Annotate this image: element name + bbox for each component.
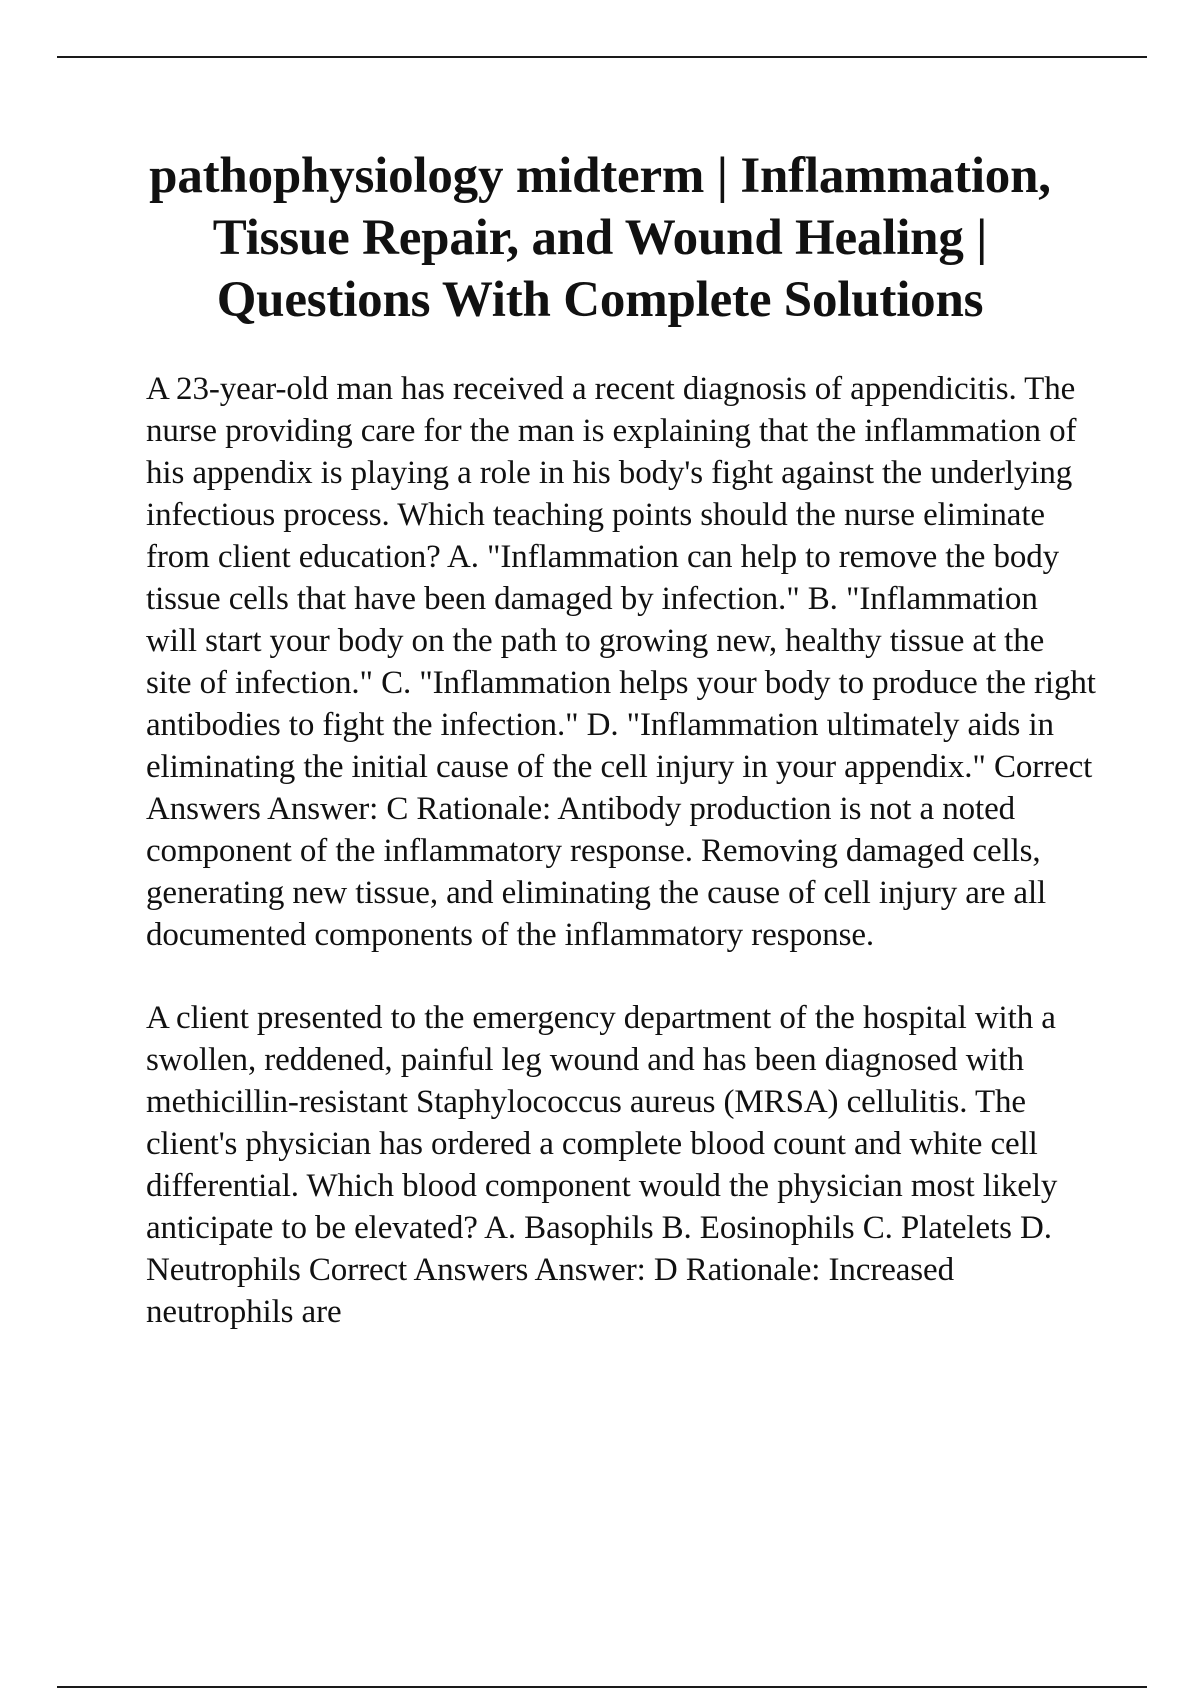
document-body <box>146 368 1096 1374</box>
header-rule <box>57 56 1147 58</box>
document-title: pathophysiology midterm | Inflammation, Tissue Repair, and Wound Healing | Questions With Complete Solutions <box>149 148 1051 328</box>
question-2: A client presented to the emergency department of the hospital with a swollen, reddened, painful leg wound and has been diagnosed with methicillin-resistant Staphylococcus aureus (MRSA) cellulitis. The client's physician has ordered a complete blood count and white cell differential. Which blood component would the physician most likely anticipate to be elevated? A. Basophils B. Eosinophils C. Platelets D. Neutrophils Correct Answers Answer: D Rationale: Increased neutrophils are <box>146 1000 1058 1330</box>
footer-rule <box>57 1686 1147 1688</box>
question-1: A 23-year-old man has received a recent diagnosis of appendicitis. The nurse providing care for the man is explaining that the inflammation of his appendix is playing a role in his body's fight against the underlying infectious process. Which teaching points should the nurse eliminate from client education? A. "Inflammation can help to remove the body tissue cells that have been damaged by infection." B. "Inflammation will start your body on the path to growing new, healthy tissue at the site of infection." C. "Inflammation helps your body to produce the right antibodies to fight the infection." D. "Inflammation ultimately aids in eliminating the initial cause of the cell injury in your appendix." Correct Answers Answer: C Rationale: Antibody production is not a noted component of the inflammatory response. Removing damaged cells, generating new tissue, and eliminating the cause of cell injury are all documented components of the inflammatory response. <box>146 371 1096 953</box>
